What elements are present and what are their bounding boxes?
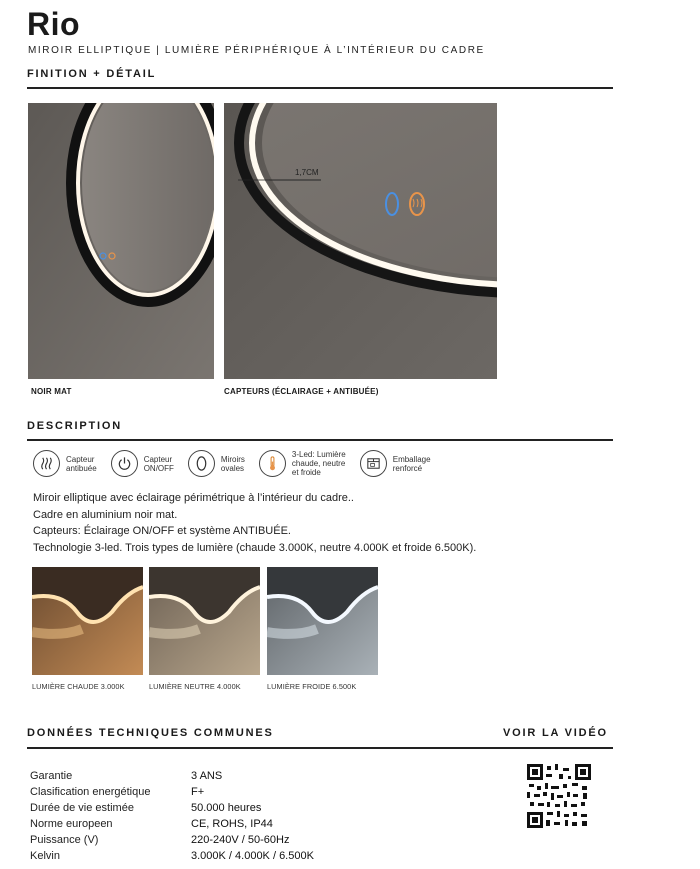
spec-label: Kelvin [30, 850, 60, 862]
dimension-label: 1,7CM [295, 168, 319, 177]
finish-heading: FINITION + DÉTAIL [27, 68, 157, 80]
description-line: Capteurs: Éclairage ON/OFF et système ANTIBUÉE. [33, 525, 291, 537]
description-divider [27, 439, 613, 441]
feature-3led [259, 450, 346, 477]
spec-value: 3 ANS [191, 770, 223, 782]
feature-antifog [33, 450, 97, 477]
feature-label: Emballage renforcé [392, 454, 431, 473]
heat-wave-icon [33, 450, 60, 477]
finish-divider [27, 87, 613, 89]
spec-label: Clasification energétique [30, 786, 151, 798]
photo1-caption: NOIR MAT [31, 387, 72, 396]
spec-value: 50.000 heures [191, 802, 262, 814]
feature-list [33, 450, 445, 477]
thermometer-icon [259, 450, 286, 477]
feature-label: Capteur ON/OFF [143, 454, 174, 473]
oval-mirror-icon [188, 450, 215, 477]
photo-sensors [224, 103, 497, 379]
feature-label: Miroirs ovales [220, 454, 245, 473]
spec-value: 3.000K / 4.000K / 6.500K [191, 850, 314, 862]
light-sample-neutral [149, 567, 260, 675]
spec-label: Norme europeen [30, 818, 113, 830]
spec-label: Durée de vie estimée [30, 802, 134, 814]
feature-label: Capteur antibuée [66, 454, 97, 473]
spec-value: F+ [191, 786, 205, 798]
video-link[interactable]: VOIR LA VIDÉO [503, 727, 608, 739]
light-caption-cold: LUMIÈRE FROIDE 6.500K [267, 682, 357, 691]
description-line: Miroir elliptique avec éclairage périmétrique à l’intérieur du cadre.. [33, 492, 354, 504]
light-sample-cold [267, 567, 378, 675]
video-qr-code[interactable] [527, 764, 591, 828]
light-sample-warm [32, 567, 143, 675]
description-text [33, 490, 476, 556]
spec-label: Garantie [30, 770, 73, 782]
description-heading: DESCRIPTION [27, 420, 122, 432]
package-icon [360, 450, 387, 477]
product-subtitle: MIROIR ELLIPTIQUE | LUMIÈRE PÉRIPHÉRIQUE À L’INTÉRIEUR DU CADRE [28, 45, 485, 56]
spec-value: CE, ROHS, IP44 [191, 818, 273, 830]
power-icon [111, 450, 138, 477]
description-line: Cadre en aluminium noir mat. [33, 508, 178, 521]
spec-label: Puissance (V) [30, 834, 99, 846]
feature-packaging [360, 450, 431, 477]
photo2-caption: CAPTEURS (ÉCLAIRAGE + ANTIBUÉE) [224, 387, 379, 396]
technical-heading: DONNÉES TECHNIQUES COMMUNES [27, 727, 274, 739]
feature-oval [188, 450, 245, 477]
light-caption-warm: LUMIÈRE CHAUDE 3.000K [32, 682, 125, 691]
spec-value: 220-240V / 50-60Hz [191, 834, 290, 846]
feature-label: 3-Led: Lumière chaude, neutre et froide [291, 450, 346, 477]
feature-onoff [111, 450, 174, 477]
light-caption-neutral: LUMIÈRE NEUTRE 4.000K [149, 682, 241, 691]
product-title: Rio [27, 6, 81, 42]
technical-divider [27, 747, 613, 749]
description-line: Technologie 3-led. Trois types de lumière (chaude 3.000K, neutre 4.000K et froide 6.500K). [33, 541, 477, 554]
photo-black-matte [28, 103, 214, 379]
